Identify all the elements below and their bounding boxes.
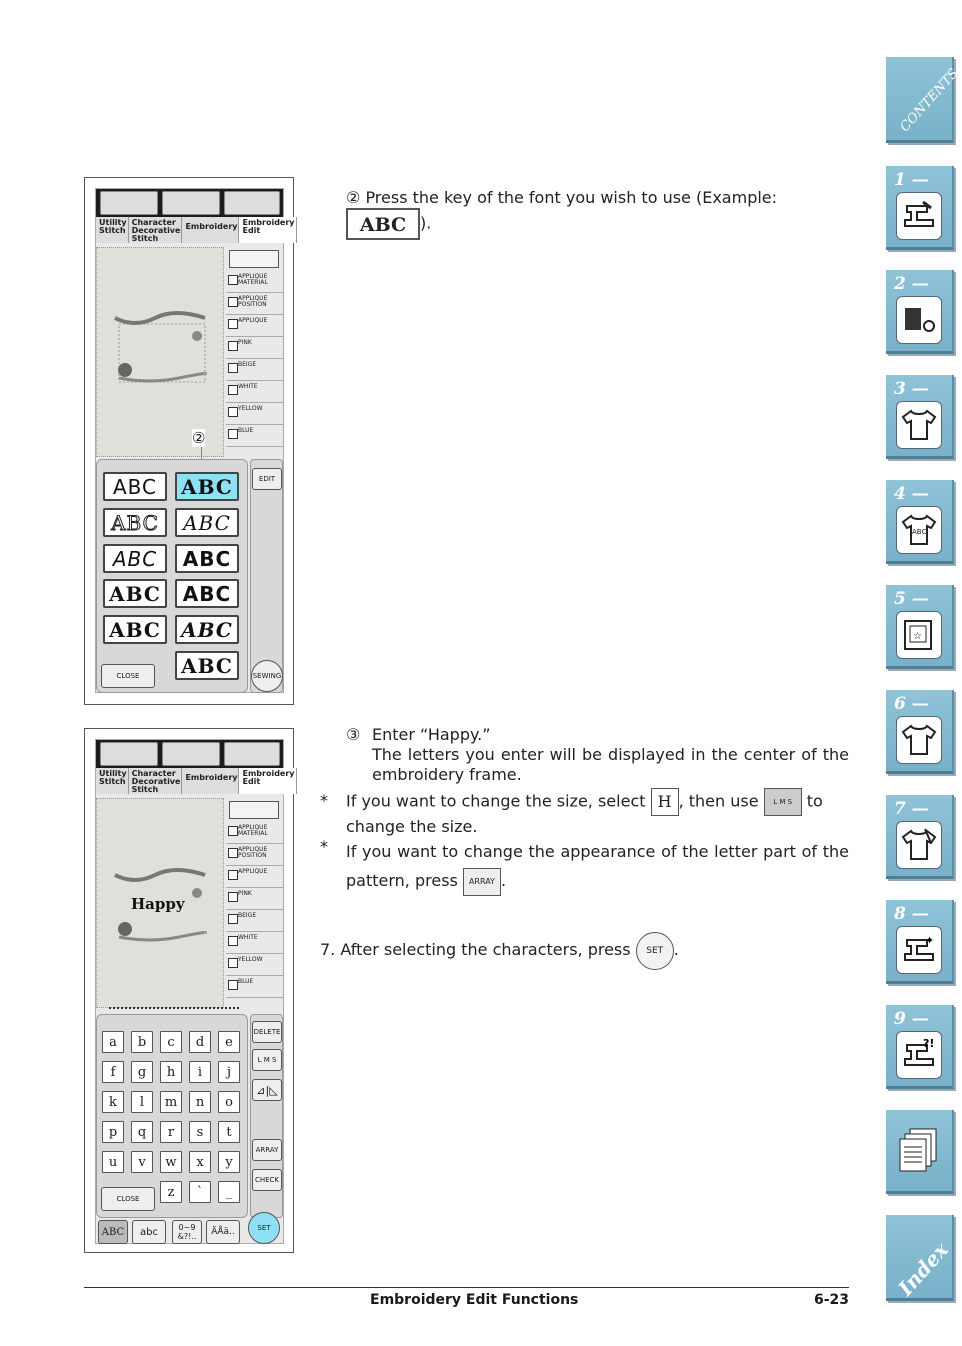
tab-2-label: 2 —	[894, 274, 929, 294]
step-2-text: Press the key of the font you wish to use (Example:	[365, 188, 778, 207]
step-7-text: .	[673, 940, 679, 959]
tab-contents[interactable]	[886, 57, 962, 143]
letter-key[interactable]: h	[160, 1061, 182, 1083]
letter-key[interactable]: w	[160, 1151, 182, 1173]
letter-key[interactable]: i	[189, 1061, 211, 1083]
tab-chapter-9[interactable]	[886, 1005, 954, 1089]
tab-chapter-7[interactable]	[886, 795, 954, 879]
note-1-text: If you want to change the size, select	[346, 791, 651, 811]
thread-item[interactable]: PINK	[226, 888, 283, 910]
tab-5-label: 5 —	[894, 589, 929, 609]
step-3-description: The letters you enter will be displayed in the center of the embroidery frame.	[372, 745, 849, 784]
set-button[interactable]: SET	[248, 1212, 280, 1244]
letter-key[interactable]: l	[131, 1091, 153, 1113]
tab-index-label: Index	[893, 1237, 954, 1301]
presser-foot-icon[interactable]	[100, 191, 158, 215]
letter-key[interactable]: p	[102, 1121, 124, 1143]
mode-row	[96, 1220, 283, 1244]
presser-foot-icon[interactable]	[100, 742, 158, 766]
font-key[interactable]: ABC	[175, 508, 239, 537]
set-key: SET	[636, 932, 674, 970]
note-1	[346, 788, 851, 838]
letter-key[interactable]: a	[102, 1031, 124, 1053]
thread-item[interactable]: APPLIQUE	[226, 315, 283, 337]
note-2-text: If you want to change the appearance of the letter part of the pattern, press	[346, 842, 849, 890]
letter-key[interactable]: _	[218, 1181, 240, 1203]
tab-character-decorative[interactable]: Character Decorative Stitch	[129, 217, 183, 243]
tab-appendix[interactable]	[886, 1110, 954, 1194]
thread-spool-icon	[896, 296, 942, 344]
tab-utility-stitch[interactable]: Utility Stitch	[96, 217, 129, 243]
thread-item[interactable]: BLUE	[226, 425, 283, 447]
tab-chapter-6[interactable]	[886, 690, 954, 774]
letter-key[interactable]: b	[131, 1031, 153, 1053]
letter-key[interactable]: u	[102, 1151, 124, 1173]
letter-key[interactable]: z	[160, 1181, 182, 1203]
tab-contents-label: CONTENTS	[897, 66, 962, 135]
letter-key-panel	[96, 1014, 248, 1218]
note-2	[346, 837, 849, 896]
letter-key[interactable]: y	[218, 1151, 240, 1173]
letter-key[interactable]: d	[189, 1031, 211, 1053]
note-1-star: *	[320, 791, 328, 810]
array-key: ARRAY	[463, 868, 501, 896]
letter-key[interactable]: s	[189, 1121, 211, 1143]
thread-item[interactable]: WHITE	[226, 932, 283, 954]
size-button[interactable]: L M S	[252, 1049, 282, 1071]
edit-button[interactable]: EDIT	[252, 468, 282, 490]
step-2-marker: ②	[346, 188, 361, 207]
tshirt-needle-icon	[896, 821, 942, 869]
thread-item[interactable]: APPLIQUE	[226, 866, 283, 888]
thread-item[interactable]: APPLIQUE MATERIAL	[226, 822, 283, 844]
array-button[interactable]: ARRAY	[252, 1139, 282, 1161]
thread-item[interactable]: APPLIQUE MATERIAL	[226, 271, 283, 293]
close-button[interactable]: CLOSE	[101, 664, 155, 688]
h-key: H	[651, 788, 679, 816]
tab-chapter-8[interactable]	[886, 900, 954, 984]
letter-key[interactable]: g	[131, 1061, 153, 1083]
edit-column	[250, 459, 283, 693]
font-key[interactable]: ABC	[103, 544, 167, 573]
tab-embroidery-edit[interactable]: Embroidery Edit	[239, 768, 296, 794]
font-key[interactable]: ABC	[175, 544, 239, 573]
thread-item[interactable]: PINK	[226, 337, 283, 359]
screen-image-font-select	[84, 177, 294, 705]
tab-character-decorative[interactable]: Character Decorative Stitch	[129, 768, 183, 794]
tab-chapter-4[interactable]	[886, 480, 954, 564]
embroidery-frame-icon	[896, 611, 942, 659]
tab-chapter-2[interactable]	[886, 270, 954, 354]
settings-icon[interactable]	[224, 191, 280, 215]
step-3-marker: ③	[346, 725, 361, 744]
mode-numbers-symbols[interactable]: 0~9 &?!..	[172, 1220, 202, 1244]
thread-item[interactable]: BLUE	[226, 976, 283, 998]
tab-index[interactable]	[886, 1215, 954, 1301]
sewing-machine-sparkle-icon	[896, 926, 942, 974]
letter-key[interactable]: `	[189, 1181, 211, 1203]
tab-utility-stitch[interactable]: Utility Stitch	[96, 768, 129, 794]
step-7	[320, 930, 679, 970]
letter-key[interactable]: n	[189, 1091, 211, 1113]
top-bar	[96, 189, 283, 217]
font-key[interactable]: ABC	[103, 615, 167, 644]
close-button[interactable]: CLOSE	[101, 1187, 155, 1211]
letter-key[interactable]: k	[102, 1091, 124, 1113]
step-3-title: Enter “Happy.”	[372, 725, 491, 744]
tab-chapter-3[interactable]	[886, 375, 954, 459]
letter-key[interactable]: e	[218, 1031, 240, 1053]
page-number: 6-23	[814, 1292, 850, 1308]
example-font-key: ABC	[346, 208, 420, 240]
note-1-text: , then use	[678, 791, 764, 811]
lms-key: L M S	[764, 788, 802, 816]
font-key[interactable]: ABC	[103, 579, 167, 608]
settings-icon[interactable]	[224, 742, 280, 766]
tshirt-abc-icon	[896, 506, 942, 554]
sewing-machine-trouble-icon	[896, 1031, 942, 1079]
pattern-preview	[96, 798, 224, 1008]
screen-image-letter-input	[84, 728, 294, 1253]
tab-8-label: 8 —	[894, 904, 929, 924]
svg-text:?!: ?!	[923, 1037, 935, 1050]
thread-item[interactable]: APPLIQUE POSITION	[226, 293, 283, 315]
document-stack-icon	[896, 1126, 942, 1174]
spiral-binding-decoration	[109, 1007, 239, 1017]
pattern-preview	[96, 247, 224, 457]
thread-item[interactable]: WHITE	[226, 381, 283, 403]
sewing-machine-icon	[896, 192, 942, 240]
font-key[interactable]: ABC	[103, 472, 167, 501]
help-icon[interactable]	[162, 742, 220, 766]
font-key[interactable]: ABC	[103, 508, 167, 537]
panel-screen	[95, 739, 295, 1244]
note-1-text: to change the size.	[346, 791, 823, 836]
callout-marker: ②	[192, 429, 206, 447]
tab-1-label: 1 —	[894, 170, 929, 190]
hoop-size-icon	[229, 801, 279, 819]
mode-lowercase[interactable]: abc	[132, 1220, 166, 1244]
mirror-button[interactable]: ⊿|◺	[252, 1079, 282, 1101]
check-button[interactable]: CHECK	[252, 1169, 282, 1191]
letter-key[interactable]: o	[218, 1091, 240, 1113]
letter-key[interactable]: f	[102, 1061, 124, 1083]
svg-text:☆: ☆	[913, 631, 922, 642]
footer-rule	[84, 1287, 849, 1288]
tshirt-edit-icon	[896, 716, 942, 764]
top-bar	[96, 740, 283, 768]
tab-9-label: 9 —	[894, 1009, 929, 1029]
thread-item[interactable]: BEIGE	[226, 359, 283, 381]
letter-key[interactable]: j	[218, 1061, 240, 1083]
panel-screen	[95, 188, 295, 693]
footer-title: Embroidery Edit Functions	[370, 1292, 579, 1308]
tab-4-label: 4 —	[894, 484, 929, 504]
mode-uppercase[interactable]: ABC	[98, 1220, 128, 1244]
letter-key[interactable]: c	[160, 1031, 182, 1053]
help-icon[interactable]	[162, 191, 220, 215]
thread-item[interactable]: YELLOW	[226, 954, 283, 976]
step-2-text-end: ).	[420, 213, 432, 233]
letter-key[interactable]: m	[160, 1091, 182, 1113]
tshirt-icon	[896, 401, 942, 449]
happy-preview-text: Happy	[131, 895, 185, 913]
floral-frame-image	[97, 248, 223, 456]
font-key-panel	[96, 459, 248, 693]
tab-embroidery[interactable]: Embroidery	[182, 768, 239, 794]
letter-key[interactable]: r	[160, 1121, 182, 1143]
font-key[interactable]: ABC	[175, 651, 239, 680]
tab-7-label: 7 —	[894, 799, 929, 819]
tab-3-label: 3 —	[894, 379, 929, 399]
edit-column	[250, 1014, 283, 1218]
svg-text:ABC: ABC	[912, 528, 927, 536]
tab-chapter-1[interactable]	[886, 166, 954, 250]
mode-tabs	[96, 217, 295, 243]
note-2-text: .	[500, 871, 507, 890]
font-key-selected[interactable]: ABC	[175, 472, 239, 501]
step-2-instruction	[346, 188, 856, 240]
letter-key[interactable]: q	[131, 1121, 153, 1143]
sewing-button[interactable]: SEWING	[251, 660, 283, 692]
note-2-star: *	[320, 837, 328, 856]
mode-accented[interactable]: ÄÅä..	[206, 1220, 240, 1244]
thread-item[interactable]: YELLOW	[226, 403, 283, 425]
font-key[interactable]: ABC	[175, 615, 239, 644]
font-key[interactable]: ABC	[175, 579, 239, 608]
step-7-text: 7. After selecting the characters, press	[320, 940, 636, 959]
tab-chapter-5[interactable]	[886, 585, 954, 669]
delete-button[interactable]: DELETE	[252, 1021, 282, 1043]
hoop-size-icon	[229, 250, 279, 268]
tab-6-label: 6 —	[894, 694, 929, 714]
tab-embroidery-edit[interactable]: Embroidery Edit	[239, 217, 296, 243]
thread-item[interactable]: BEIGE	[226, 910, 283, 932]
thread-item[interactable]: APPLIQUE POSITION	[226, 844, 283, 866]
mode-tabs	[96, 768, 295, 794]
tab-embroidery[interactable]: Embroidery	[182, 217, 239, 243]
letter-key[interactable]: t	[218, 1121, 240, 1143]
letter-key[interactable]: v	[131, 1151, 153, 1173]
letter-key[interactable]: x	[189, 1151, 211, 1173]
svg-text:✦: ✦	[925, 934, 935, 947]
